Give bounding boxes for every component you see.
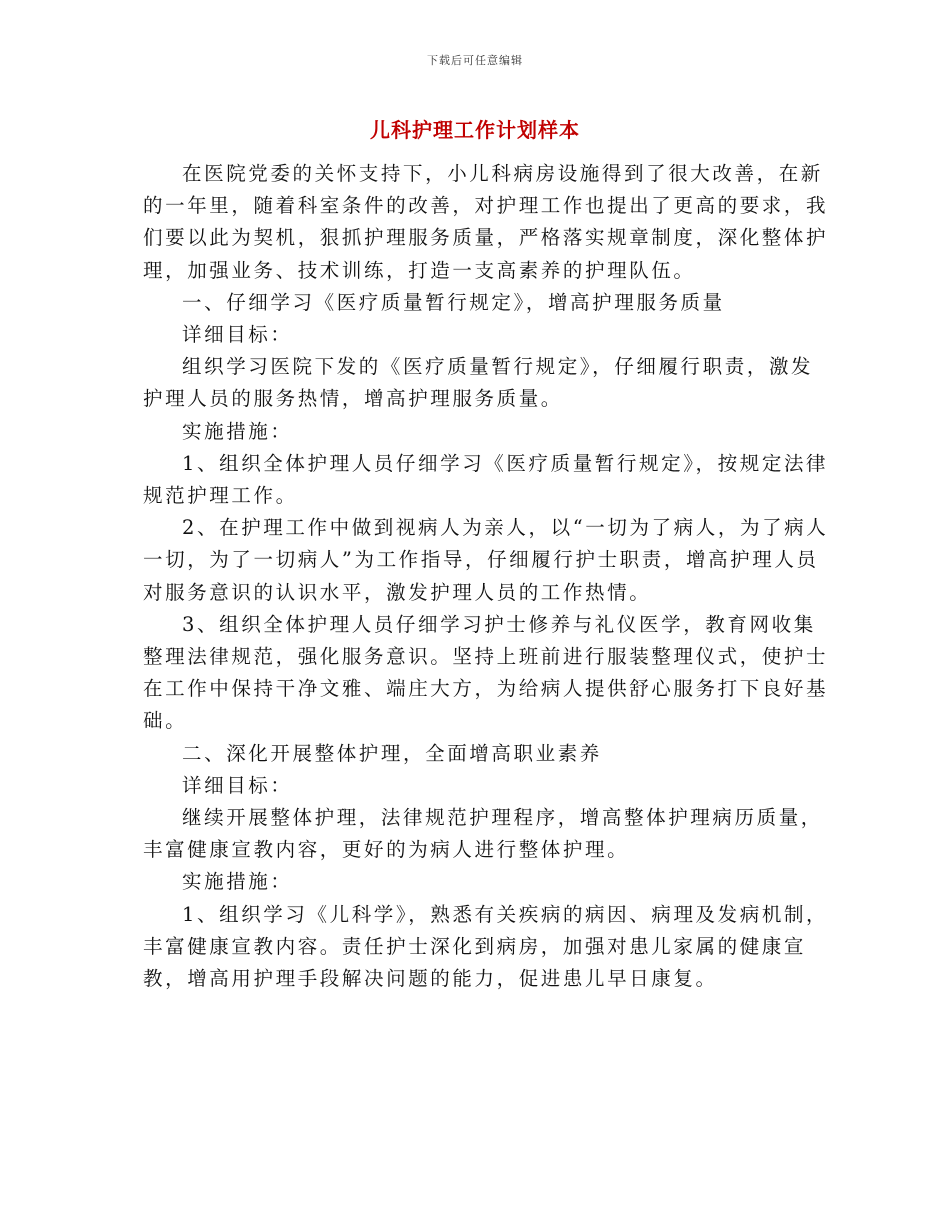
list-item-1-2: 2、在护理工作中做到视病人为亲人，以“一切为了病人，为了病人一切，为了一切病人”为工作指导，仔细履行护士职责，增高护理人员对服务意识的认识水平，激发护理人员的工作热情。 [143,516,829,604]
subheading-goal-1: 详细目标： [182,323,293,347]
list-item-1-1: 1、组织全体护理人员仔细学习《医疗质量暂行规定》，按规定法律规范护理工作。 [143,451,829,508]
subheading-measures-2: 实施措施： [182,870,293,894]
page-header-note: 下载后可任意编辑 [427,54,523,67]
paragraph-goal-2: 继续开展整体护理，法律规范护理程序，增高整体护理病历质量，丰富健康宣教内容，更好的为病人进行整体护理。 [143,806,823,862]
subheading-measures-1: 实施措施： [182,419,293,443]
document-title: 儿科护理工作计划样本 [370,118,580,142]
paragraph-intro: 在医院党委的关怀支持下，小儿科病房设施得到了很大改善，在新的一年里，随着科室条件的改善，对护理工作也提出了更高的要求，我们要以此为契机，狠抓护理服务质量，严格落实规章制度，深化整体护理，加强业务、技术训练，打造一支高素养的护理队伍。 [143,162,829,282]
list-item-2-1: 1、组织学习《儿科学》，熟悉有关疾病的病因、病理及发病机制，丰富健康宣教内容。责任护士深化到病房，加强对患儿家属的健康宣教，增高用护理手段解决问题的能力，促进患儿早日康复。 [143,902,829,991]
paragraph-goal-1: 组织学习医院下发的《医疗质量暂行规定》，仔细履行职责，激发护理人员的服务热情，增高护理服务质量。 [143,355,814,411]
section-heading-2: 二、深化开展整体护理，全面增高职业素养 [182,741,602,765]
subheading-goal-2: 详细目标： [182,773,293,797]
document-body [143,158,833,995]
list-item-1-3: 3、组织全体护理人员仔细学习护士修养与礼仪医学，教育网收集整理法律规范，强化服务意识。坚持上班前进行服装整理仪式，使护士在工作中保持干净文雅、端庄大方，为给病人提供舒心服务打下良好基础。 [143,612,829,733]
section-heading-1: 一、仔细学习《医疗质量暂行规定》，增高护理服务质量 [182,290,725,314]
